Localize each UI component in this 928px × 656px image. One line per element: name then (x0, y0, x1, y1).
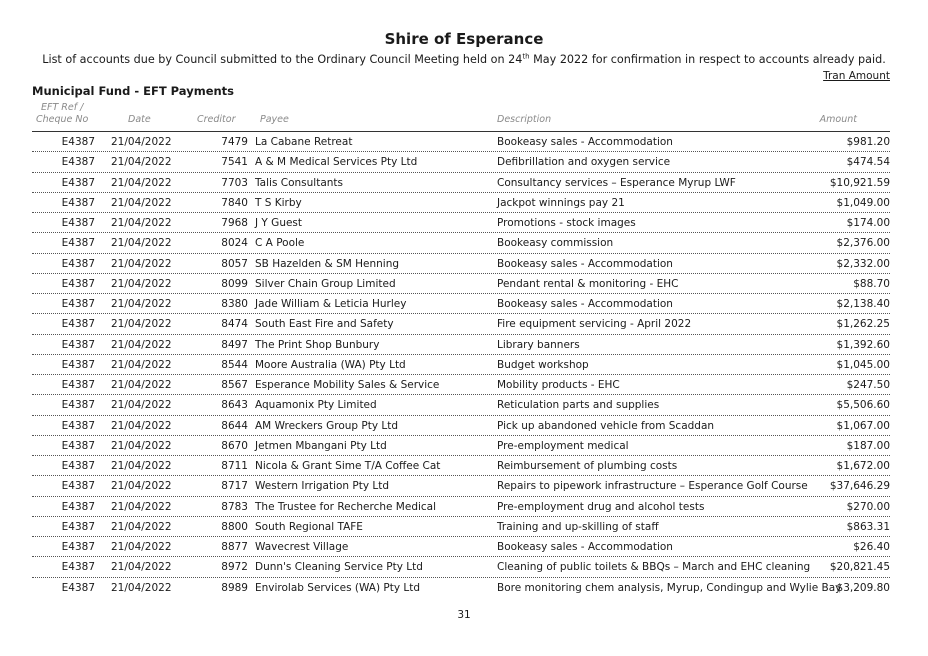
date-cell: 21/04/2022 (111, 156, 172, 169)
description-cell: Promotions - stock images (497, 217, 636, 229)
page-number: 31 (457, 609, 471, 621)
subtitle-superscript: th (522, 52, 530, 61)
creditor-cell: 7479 (221, 136, 248, 148)
table-row (0, 355, 928, 375)
date-cell: 21/04/2022 (111, 217, 172, 229)
creditor-cell: 8024 (221, 237, 248, 250)
creditor-cell: 8972 (221, 561, 248, 574)
eft-ref-cell: E4387 (61, 520, 95, 533)
table-row (0, 395, 928, 415)
payments-table (0, 132, 928, 598)
payee-cell: SB Hazelden & SM Henning (255, 257, 400, 270)
description-cell: Pick up abandoned vehicle from Scaddan (497, 419, 715, 432)
description-cell: Bookeasy sales - Accommodation (497, 541, 673, 553)
table-row (0, 456, 928, 476)
eft-ref-cell: E4387 (61, 156, 95, 169)
payee-cell: Talis Consultants (255, 176, 343, 189)
creditor-cell: 8057 (221, 257, 248, 270)
table-row (0, 132, 928, 152)
date-cell: 21/04/2022 (111, 581, 172, 594)
amount-cell: $2,138.40 (836, 298, 890, 310)
eft-ref-cell: E4387 (61, 217, 95, 229)
description-cell: Cleaning of public toilets & BBQs – March and EHC cleaning (497, 561, 811, 574)
eft-ref-cell: E4387 (61, 439, 95, 452)
creditor-cell: 8643 (221, 399, 248, 412)
table-row (0, 314, 928, 334)
amount-cell: $1,262.25 (836, 318, 890, 331)
date-cell: 21/04/2022 (111, 338, 172, 351)
col-header-amount: Amount (819, 114, 857, 125)
eft-ref-cell: E4387 (61, 419, 95, 432)
amount-cell: $88.70 (853, 277, 890, 290)
description-cell: Defibrillation and oxygen service (497, 156, 671, 169)
payee-cell: La Cabane Retreat (255, 136, 353, 148)
description-cell: Training and up-skilling of staff (497, 520, 659, 533)
eft-ref-cell: E4387 (61, 338, 95, 351)
table-row (0, 294, 928, 314)
payee-cell: J Y Guest (255, 217, 303, 229)
table-row (0, 152, 928, 172)
payee-cell: Jade William & Leticia Hurley (255, 298, 407, 310)
date-cell: 21/04/2022 (111, 500, 172, 513)
table-row (0, 476, 928, 496)
table-row (0, 537, 928, 557)
payee-cell: The Print Shop Bunbury (255, 338, 380, 351)
eft-ref-cell: E4387 (61, 176, 95, 189)
amount-cell: $187.00 (846, 439, 890, 452)
payee-cell: Jetmen Mbangani Pty Ltd (255, 439, 387, 452)
eft-ref-cell: E4387 (61, 298, 95, 310)
creditor-cell: 8711 (221, 460, 248, 472)
eft-ref-cell: E4387 (61, 581, 95, 594)
eft-ref-cell: E4387 (61, 277, 95, 290)
description-cell: Bookeasy sales - Accommodation (497, 136, 673, 148)
payee-cell: T S Kirby (255, 196, 302, 209)
creditor-cell: 8800 (221, 520, 248, 533)
description-cell: Pendant rental & monitoring - EHC (497, 277, 679, 290)
amount-cell: $37,646.29 (829, 480, 890, 493)
description-cell: Bookeasy commission (497, 237, 614, 250)
table-row (0, 233, 928, 253)
table-row (0, 213, 928, 233)
eft-ref-cell: E4387 (61, 237, 95, 250)
payee-cell: Moore Australia (WA) Pty Ltd (255, 358, 406, 371)
table-row (0, 193, 928, 213)
amount-cell: $1,045.00 (836, 358, 890, 371)
date-cell: 21/04/2022 (111, 298, 172, 310)
creditor-cell: 7968 (221, 217, 248, 229)
date-cell: 21/04/2022 (111, 379, 172, 391)
date-cell: 21/04/2022 (111, 358, 172, 371)
table-row (0, 578, 928, 598)
section-title: Municipal Fund - EFT Payments (32, 84, 235, 98)
creditor-cell: 7703 (221, 176, 248, 189)
creditor-cell: 8877 (221, 541, 248, 553)
date-cell: 21/04/2022 (111, 237, 172, 250)
description-cell: Bore monitoring chem analysis, Myrup, Condingup and Wylie Bay (497, 581, 842, 594)
creditor-cell: 8544 (221, 358, 248, 371)
col-header-description: Description (497, 114, 552, 125)
amount-cell: $1,067.00 (836, 419, 890, 432)
amount-cell: $2,376.00 (836, 237, 890, 250)
date-cell: 21/04/2022 (111, 439, 172, 452)
payee-cell: Nicola & Grant Sime T/A Coffee Cat (255, 460, 441, 472)
description-cell: Bookeasy sales - Accommodation (497, 257, 673, 270)
tran-amount-label: Tran Amount (823, 70, 890, 82)
creditor-cell: 8497 (221, 338, 248, 351)
amount-cell: $5,506.60 (836, 399, 890, 412)
description-cell: Reimbursement of plumbing costs (497, 460, 678, 472)
table-row (0, 497, 928, 517)
date-cell: 21/04/2022 (111, 176, 172, 189)
payee-cell: Aquamonix Pty Limited (255, 399, 377, 412)
table-row (0, 375, 928, 395)
payee-cell: Silver Chain Group Limited (255, 277, 396, 290)
eft-ref-cell: E4387 (61, 196, 95, 209)
amount-cell: $1,392.60 (836, 338, 890, 351)
document-subtitle (0, 53, 928, 66)
col-header-cheque-no: Cheque No (36, 114, 89, 125)
description-cell: Fire equipment servicing - April 2022 (497, 318, 692, 331)
description-cell: Budget workshop (497, 358, 589, 371)
description-cell: Jackpot winnings pay 21 (497, 196, 625, 209)
date-cell: 21/04/2022 (111, 318, 172, 331)
eft-ref-cell: E4387 (61, 136, 95, 148)
description-cell: Mobility products - EHC (497, 379, 620, 391)
amount-cell: $1,049.00 (836, 196, 890, 209)
amount-cell: $981.20 (846, 136, 890, 148)
table-row (0, 517, 928, 537)
amount-cell: $3,209.80 (836, 581, 890, 594)
description-cell: Library banners (497, 338, 580, 351)
subtitle-text-start: List of accounts due by Council submitted to the Ordinary Council Meeting held on 24 (42, 53, 523, 66)
creditor-cell: 7541 (221, 156, 248, 169)
eft-ref-cell: E4387 (61, 257, 95, 270)
eft-ref-cell: E4387 (61, 399, 95, 412)
eft-ref-cell: E4387 (61, 561, 95, 574)
table-row (0, 436, 928, 456)
payee-cell: Esperance Mobility Sales & Service (255, 379, 440, 391)
date-cell: 21/04/2022 (111, 520, 172, 533)
amount-cell: $2,332.00 (836, 257, 890, 270)
creditor-cell: 8644 (221, 419, 248, 432)
table-row (0, 416, 928, 436)
amount-cell: $26.40 (853, 541, 890, 553)
date-cell: 21/04/2022 (111, 399, 172, 412)
payee-cell: Dunn's Cleaning Service Pty Ltd (255, 561, 423, 574)
payee-cell: Envirolab Services (WA) Pty Ltd (255, 581, 421, 594)
creditor-cell: 8474 (221, 318, 248, 331)
document-title: Shire of Esperance (384, 30, 544, 48)
creditor-cell: 8099 (221, 277, 248, 290)
date-cell: 21/04/2022 (111, 419, 172, 432)
payee-cell: A & M Medical Services Pty Ltd (255, 156, 418, 169)
payee-cell: South Regional TAFE (255, 520, 363, 533)
payee-cell: The Trustee for Recherche Medical (255, 500, 437, 513)
eft-ref-cell: E4387 (61, 500, 95, 513)
date-cell: 21/04/2022 (111, 136, 172, 148)
date-cell: 21/04/2022 (111, 196, 172, 209)
date-cell: 21/04/2022 (111, 541, 172, 553)
payee-cell: C A Poole (255, 237, 305, 250)
col-header-eft-ref: EFT Ref / (41, 102, 84, 113)
payee-cell: AM Wreckers Group Pty Ltd (255, 419, 399, 432)
description-cell: Bookeasy sales - Accommodation (497, 298, 673, 310)
date-cell: 21/04/2022 (111, 257, 172, 270)
creditor-cell: 8670 (221, 439, 248, 452)
subtitle-text-end: May 2022 for confirmation in respect to accounts already paid. (529, 53, 886, 66)
description-cell: Pre-employment medical (497, 439, 629, 452)
description-cell: Consultancy services – Esperance Myrup LWF (497, 176, 736, 189)
eft-ref-cell: E4387 (61, 541, 95, 553)
eft-ref-cell: E4387 (61, 358, 95, 371)
eft-ref-cell: E4387 (61, 460, 95, 472)
payee-cell: Western Irrigation Pty Ltd (255, 480, 390, 493)
eft-ref-cell: E4387 (61, 480, 95, 493)
creditor-cell: 7840 (221, 196, 248, 209)
payee-cell: South East Fire and Safety (255, 318, 394, 331)
table-row (0, 274, 928, 294)
date-cell: 21/04/2022 (111, 460, 172, 472)
col-header-date: Date (128, 114, 151, 125)
table-row (0, 173, 928, 193)
table-row (0, 254, 928, 274)
amount-cell: $10,921.59 (829, 176, 890, 189)
date-cell: 21/04/2022 (111, 277, 172, 290)
creditor-cell: 8989 (221, 581, 248, 594)
amount-cell: $474.54 (846, 156, 890, 169)
col-header-creditor: Creditor (197, 114, 236, 125)
eft-ref-cell: E4387 (61, 379, 95, 391)
table-header (0, 102, 928, 132)
creditor-cell: 8380 (221, 298, 248, 310)
amount-cell: $270.00 (846, 500, 890, 513)
amount-cell: $1,672.00 (836, 460, 890, 472)
date-cell: 21/04/2022 (111, 480, 172, 493)
creditor-cell: 8783 (221, 500, 248, 513)
payee-cell: Wavecrest Village (255, 541, 349, 553)
amount-cell: $174.00 (846, 217, 890, 229)
amount-cell: $20,821.45 (829, 561, 890, 574)
date-cell: 21/04/2022 (111, 561, 172, 574)
creditor-cell: 8717 (221, 480, 248, 493)
description-cell: Reticulation parts and supplies (497, 399, 660, 412)
creditor-cell: 8567 (221, 379, 248, 391)
amount-cell: $863.31 (846, 520, 890, 533)
description-cell: Repairs to pipework infrastructure – Esperance Golf Course (497, 480, 808, 493)
eft-ref-cell: E4387 (61, 318, 95, 331)
col-header-payee: Payee (260, 114, 289, 125)
table-row (0, 557, 928, 577)
amount-cell: $247.50 (846, 379, 890, 391)
table-row (0, 335, 928, 355)
description-cell: Pre-employment drug and alcohol tests (497, 500, 705, 513)
